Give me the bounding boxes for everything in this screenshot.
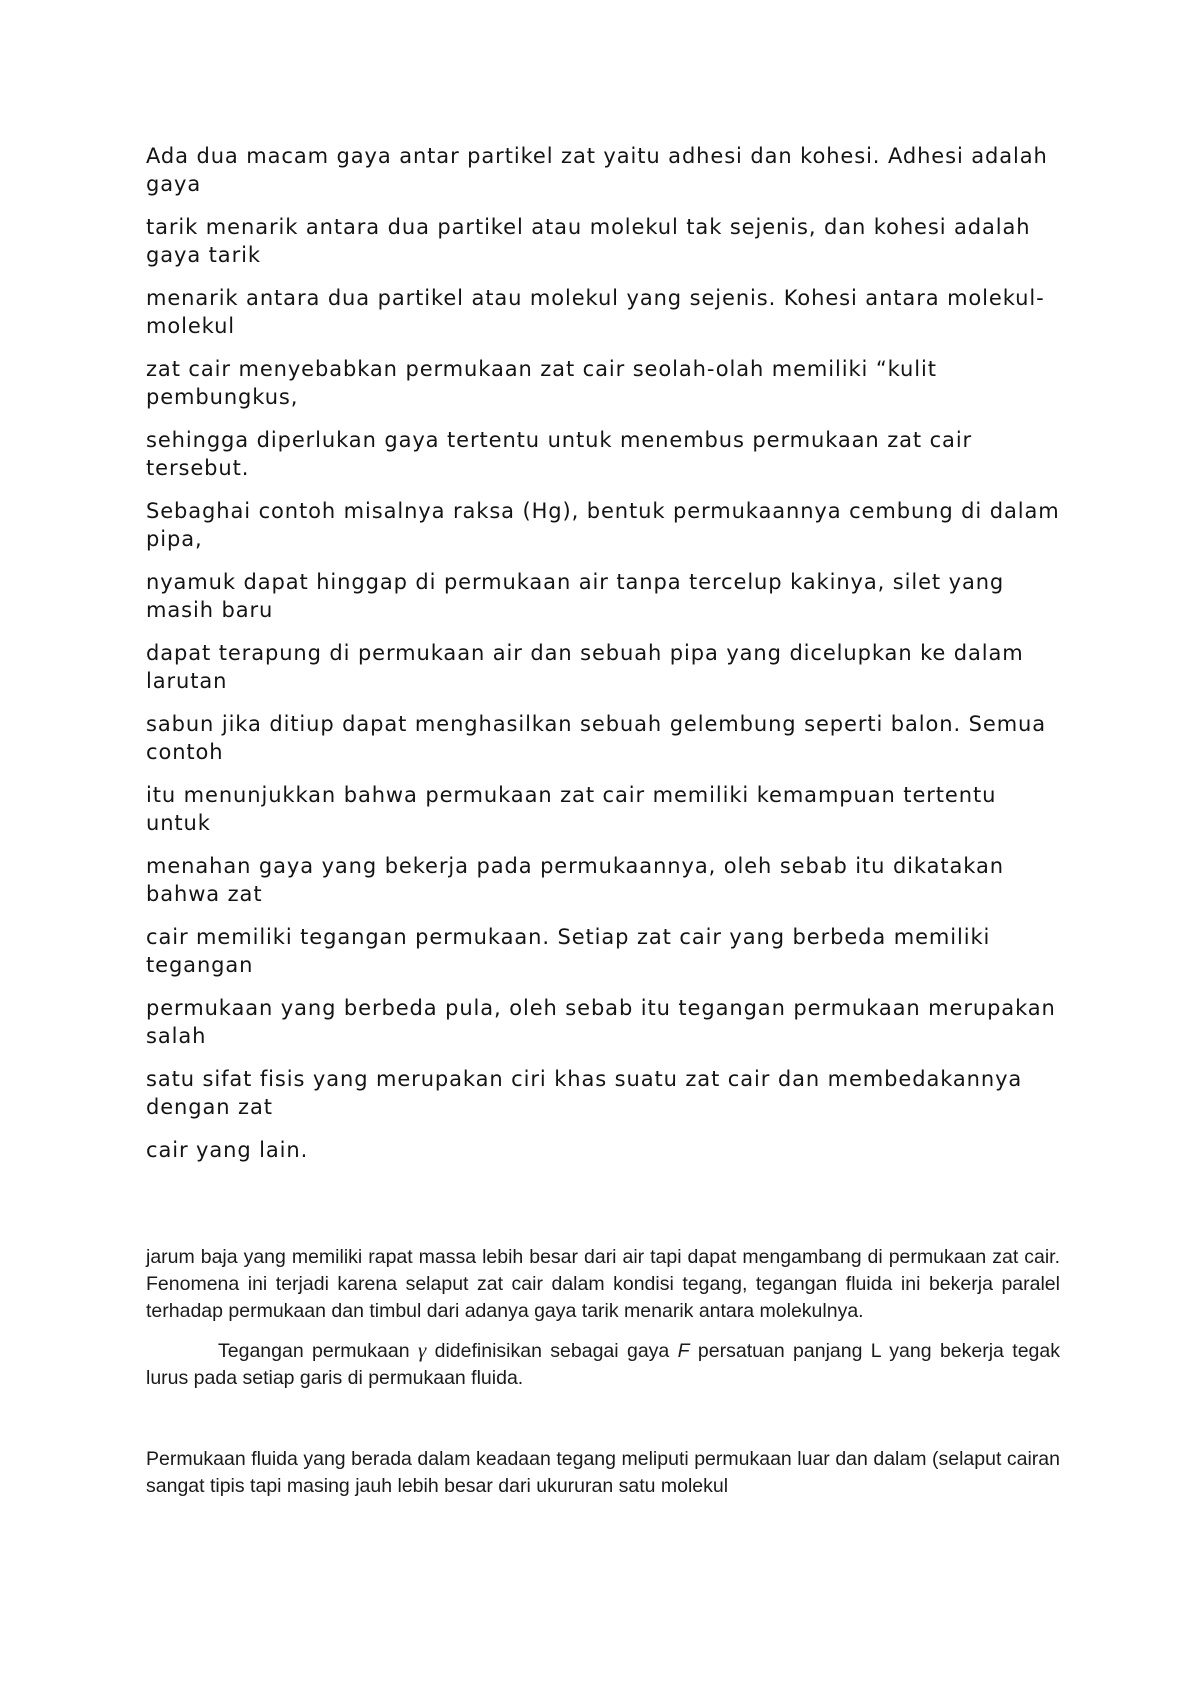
definition-text-3: persatuan panjang L yang bekerja tegak lurus pada setiap garis di permukaan fluida. [146, 1340, 1060, 1389]
text-line: cair yang lain. [146, 1138, 309, 1162]
text-line: sabun jika ditiup dapat menghasilkan sebuah gelembung seperti balon. Semua contoh [146, 712, 1047, 764]
text-line: Ada dua macam gaya antar partikel zat yaitu adhesi dan kohesi. Adhesi adalah gaya [146, 144, 1048, 196]
text-line: menahan gaya yang bekerja pada permukaannya, oleh sebab itu dikatakan bahwa zat [146, 854, 1004, 906]
definition-text-2: didefinisikan sebagai gaya [426, 1340, 678, 1362]
paragraph-permukaan-fluida: Permukaan fluida yang berada dalam keadaan tegang meliputi permukaan luar dan dalam (selaput cairan sangat tipis tapi masing jauh lebih besar dari ukururan satu molekul [146, 1448, 1060, 1497]
text-line: Sebaghai contoh misalnya raksa (Hg), bentuk permukaannya cembung di dalam pipa, [146, 499, 1060, 551]
text-line: satu sifat fisis yang merupakan ciri khas suatu zat cair dan membedakannya dengan zat [146, 1067, 1023, 1119]
definition-text-1: Tegangan permukaan [218, 1340, 418, 1362]
gamma-symbol: γ [417, 1338, 427, 1362]
text-line: dapat terapung di permukaan air dan sebuah pipa yang dicelupkan ke dalam larutan [146, 641, 1024, 693]
text-line: zat cair menyebabkan permukaan zat cair seolah-olah memiliki “kulit pembungkus, [146, 357, 937, 409]
text-line: permukaan yang berbeda pula, oleh sebab itu tegangan permukaan merupakan salah [146, 996, 1056, 1048]
force-symbol: F [677, 1340, 690, 1362]
text-line: nyamuk dapat hinggap di permukaan air tanpa tercelup kakinya, silet yang masih baru [146, 570, 1005, 622]
paragraph-definisi [146, 1337, 1060, 1392]
text-block-adhesi-kohesi [146, 142, 1066, 1179]
text-line: tarik menarik antara dua partikel atau molekul tak sejenis, dan kohesi adalah gaya tarik [146, 215, 1031, 267]
text-line: sehingga diperlukan gaya tertentu untuk menembus permukaan zat cair tersebut. [146, 428, 973, 480]
text-line: cair memiliki tegangan permukaan. Setiap zat cair yang berbeda memiliki tegangan [146, 925, 991, 977]
text-line: menarik antara dua partikel atau molekul yang sejenis. Kohesi antara molekul-molekul [146, 286, 1045, 338]
text-block-tegangan-permukaan [146, 1244, 1060, 1500]
text-line: itu menunjukkan bahwa permukaan zat cair memiliki kemampuan tertentu untuk [146, 783, 997, 835]
paragraph-jarum-baja: jarum baja yang memiliki rapat massa lebih besar dari air tapi dapat mengambang di permukaan zat cair. Fenomena ini terjadi karena selaput zat cair dalam kondisi tegang, tegangan fluida ini bekerja paralel terhadap permukaan dan timbul dari adanya gaya tarik menarik antara molekulnya. [146, 1246, 1060, 1322]
